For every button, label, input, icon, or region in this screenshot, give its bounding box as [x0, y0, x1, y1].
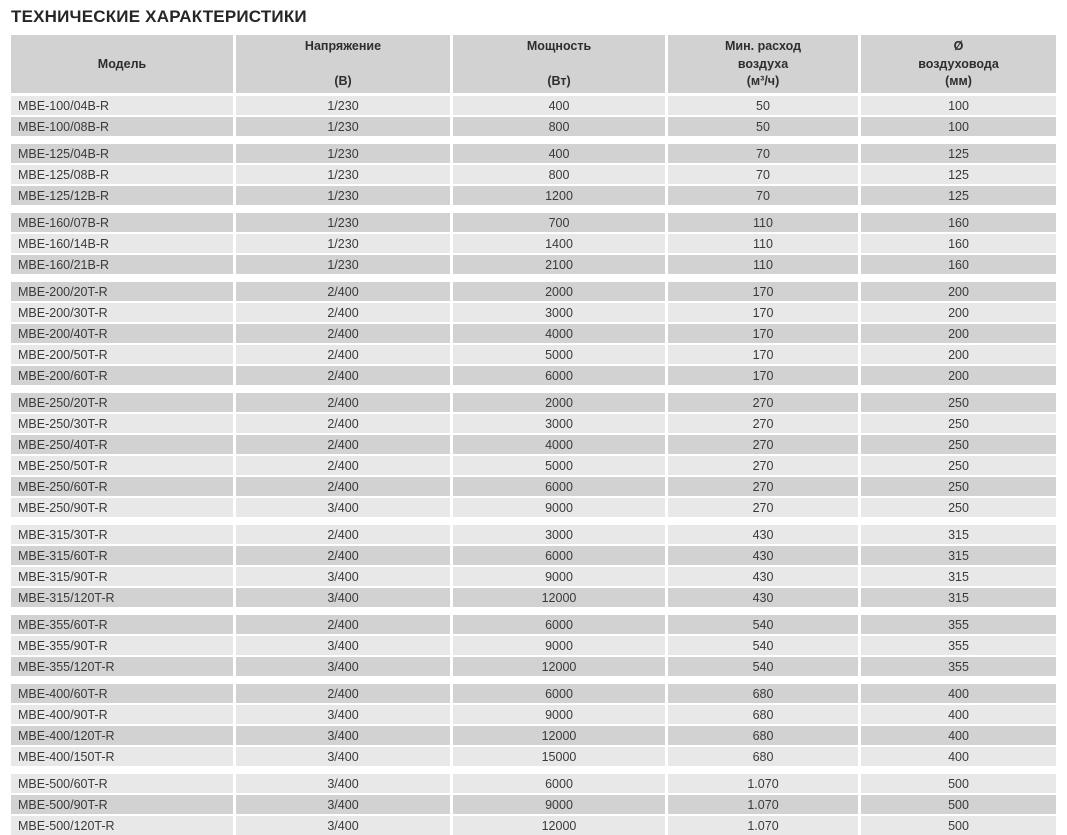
cell-diameter: 400: [861, 684, 1056, 703]
cell-diameter: 315: [861, 546, 1056, 565]
table-row: [11, 393, 1056, 412]
cell-airflow: 1.070: [668, 816, 858, 835]
cell-diameter: 250: [861, 498, 1056, 517]
header-cell-voltage: [236, 35, 450, 93]
cell-model: MBE-355/120T-R: [11, 657, 233, 676]
cell-model: MBE-500/60T-R: [11, 774, 233, 793]
table-row: [11, 255, 1056, 274]
cell-airflow: 70: [668, 165, 858, 184]
spec-table-body: [11, 96, 1056, 835]
cell-airflow: 430: [668, 525, 858, 544]
cell-airflow: 270: [668, 435, 858, 454]
header-cell-airflow: [668, 35, 858, 93]
cell-airflow: 110: [668, 234, 858, 253]
cell-power: 12000: [453, 726, 665, 745]
cell-power: 15000: [453, 747, 665, 766]
cell-power: 6000: [453, 477, 665, 496]
cell-diameter: 500: [861, 795, 1056, 814]
page-title: ТЕХНИЧЕСКИЕ ХАРАКТЕРИСТИКИ: [11, 7, 307, 26]
cell-voltage: 1/230: [236, 255, 450, 274]
cell-airflow: 1.070: [668, 795, 858, 814]
table-row: [11, 546, 1056, 565]
cell-diameter: 400: [861, 747, 1056, 766]
cell-model: MBE-315/90T-R: [11, 567, 233, 586]
cell-power: 4000: [453, 324, 665, 343]
cell-voltage: 3/400: [236, 795, 450, 814]
cell-airflow: 170: [668, 366, 858, 385]
cell-diameter: 200: [861, 324, 1056, 343]
table-row: [11, 345, 1056, 364]
header-label-line: (Вт): [547, 74, 571, 88]
header-label-line: Модель: [97, 56, 147, 71]
header-label-line: Мощность: [526, 39, 592, 53]
cell-voltage: 2/400: [236, 525, 450, 544]
cell-power: 12000: [453, 816, 665, 835]
cell-model: MBE-200/40T-R: [11, 324, 233, 343]
cell-model: MBE-355/90T-R: [11, 636, 233, 655]
cell-voltage: 3/400: [236, 705, 450, 724]
cell-voltage: 2/400: [236, 546, 450, 565]
cell-power: 1400: [453, 234, 665, 253]
table-row: [11, 303, 1056, 322]
table-row: [11, 588, 1056, 607]
cell-diameter: 250: [861, 456, 1056, 475]
cell-voltage: 3/400: [236, 657, 450, 676]
table-row: [11, 117, 1056, 136]
table-row: [11, 456, 1056, 475]
cell-voltage: 3/400: [236, 567, 450, 586]
header-label-line: (мм): [945, 74, 972, 88]
cell-diameter: 250: [861, 393, 1056, 412]
cell-power: 5000: [453, 456, 665, 475]
cell-airflow: 170: [668, 345, 858, 364]
cell-model: MBE-160/07B-R: [11, 213, 233, 232]
cell-airflow: 270: [668, 498, 858, 517]
table-row: [11, 435, 1056, 454]
cell-power: 400: [453, 144, 665, 163]
cell-diameter: 160: [861, 213, 1056, 232]
cell-voltage: 2/400: [236, 303, 450, 322]
cell-model: MBE-125/12B-R: [11, 186, 233, 205]
cell-diameter: 100: [861, 117, 1056, 136]
cell-voltage: 1/230: [236, 117, 450, 136]
cell-airflow: 50: [668, 117, 858, 136]
cell-power: 9000: [453, 567, 665, 586]
cell-power: 9000: [453, 498, 665, 517]
cell-airflow: 170: [668, 303, 858, 322]
cell-model: MBE-250/50T-R: [11, 456, 233, 475]
cell-voltage: 1/230: [236, 144, 450, 163]
cell-power: 6000: [453, 774, 665, 793]
cell-model: MBE-250/20T-R: [11, 393, 233, 412]
cell-model: MBE-500/90T-R: [11, 795, 233, 814]
table-row: [11, 795, 1056, 814]
table-row: [11, 477, 1056, 496]
cell-voltage: 3/400: [236, 747, 450, 766]
cell-voltage: 2/400: [236, 615, 450, 634]
cell-diameter: 400: [861, 705, 1056, 724]
cell-diameter: 355: [861, 657, 1056, 676]
cell-voltage: 2/400: [236, 393, 450, 412]
header-label-line: Напряжение: [304, 39, 382, 53]
cell-model: MBE-100/08B-R: [11, 117, 233, 136]
header-cell-model: [11, 35, 233, 93]
table-row: [11, 525, 1056, 544]
cell-voltage: 1/230: [236, 96, 450, 115]
cell-airflow: 680: [668, 726, 858, 745]
cell-power: 5000: [453, 345, 665, 364]
cell-model: MBE-125/04B-R: [11, 144, 233, 163]
cell-airflow: 110: [668, 255, 858, 274]
cell-airflow: 50: [668, 96, 858, 115]
cell-voltage: 3/400: [236, 774, 450, 793]
table-row: [11, 726, 1056, 745]
cell-voltage: 2/400: [236, 366, 450, 385]
cell-voltage: 2/400: [236, 684, 450, 703]
cell-voltage: 3/400: [236, 498, 450, 517]
cell-voltage: 1/230: [236, 165, 450, 184]
cell-voltage: 2/400: [236, 324, 450, 343]
cell-voltage: 2/400: [236, 456, 450, 475]
cell-diameter: 250: [861, 477, 1056, 496]
cell-power: 700: [453, 213, 665, 232]
cell-diameter: 160: [861, 255, 1056, 274]
cell-model: MBE-250/40T-R: [11, 435, 233, 454]
table-row: [11, 282, 1056, 301]
table-row: [11, 96, 1056, 115]
cell-model: MBE-160/21B-R: [11, 255, 233, 274]
cell-power: 6000: [453, 366, 665, 385]
cell-diameter: 400: [861, 726, 1056, 745]
cell-model: MBE-315/60T-R: [11, 546, 233, 565]
cell-diameter: 315: [861, 525, 1056, 544]
table-row: [11, 636, 1056, 655]
table-row: [11, 567, 1056, 586]
cell-model: MBE-200/20T-R: [11, 282, 233, 301]
cell-diameter: 315: [861, 588, 1056, 607]
cell-model: MBE-400/120T-R: [11, 726, 233, 745]
cell-diameter: 125: [861, 144, 1056, 163]
table-row: [11, 186, 1056, 205]
table-row: [11, 816, 1056, 835]
table-row: [11, 165, 1056, 184]
cell-power: 1200: [453, 186, 665, 205]
table-row: [11, 144, 1056, 163]
header-label-line: воздуховода: [918, 56, 999, 71]
cell-power: 400: [453, 96, 665, 115]
cell-model: MBE-125/08B-R: [11, 165, 233, 184]
cell-model: MBE-100/04B-R: [11, 96, 233, 115]
header-cell-power: [453, 35, 665, 93]
cell-model: MBE-200/50T-R: [11, 345, 233, 364]
cell-airflow: 1.070: [668, 774, 858, 793]
cell-airflow: 270: [668, 393, 858, 412]
cell-voltage: 3/400: [236, 588, 450, 607]
cell-power: 800: [453, 165, 665, 184]
cell-diameter: 200: [861, 366, 1056, 385]
cell-voltage: 1/230: [236, 213, 450, 232]
cell-airflow: 70: [668, 186, 858, 205]
header-label-line: воздуха: [737, 56, 789, 71]
cell-power: 12000: [453, 588, 665, 607]
cell-voltage: 2/400: [236, 282, 450, 301]
cell-diameter: 355: [861, 615, 1056, 634]
header-cell-diameter: [861, 35, 1056, 93]
cell-airflow: 430: [668, 567, 858, 586]
cell-airflow: 430: [668, 546, 858, 565]
table-row: [11, 774, 1056, 793]
cell-model: MBE-315/30T-R: [11, 525, 233, 544]
cell-model: MBE-250/30T-R: [11, 414, 233, 433]
cell-airflow: 680: [668, 705, 858, 724]
table-row: [11, 324, 1056, 343]
cell-power: 2000: [453, 393, 665, 412]
cell-power: 6000: [453, 546, 665, 565]
cell-airflow: 430: [668, 588, 858, 607]
cell-voltage: 3/400: [236, 726, 450, 745]
cell-airflow: 540: [668, 636, 858, 655]
table-row: [11, 498, 1056, 517]
header-label-line: Ø: [953, 39, 964, 53]
cell-power: 3000: [453, 414, 665, 433]
cell-power: 2000: [453, 282, 665, 301]
cell-voltage: 3/400: [236, 636, 450, 655]
cell-airflow: 270: [668, 456, 858, 475]
cell-airflow: 170: [668, 282, 858, 301]
cell-power: 9000: [453, 705, 665, 724]
cell-diameter: 200: [861, 282, 1056, 301]
cell-voltage: 2/400: [236, 414, 450, 433]
cell-airflow: 70: [668, 144, 858, 163]
cell-airflow: 540: [668, 657, 858, 676]
cell-power: 800: [453, 117, 665, 136]
cell-diameter: 315: [861, 567, 1056, 586]
cell-airflow: 170: [668, 324, 858, 343]
table-row: [11, 657, 1056, 676]
cell-voltage: 3/400: [236, 816, 450, 835]
cell-power: 3000: [453, 303, 665, 322]
cell-voltage: 1/230: [236, 234, 450, 253]
cell-airflow: 680: [668, 747, 858, 766]
cell-voltage: 1/230: [236, 186, 450, 205]
cell-diameter: 250: [861, 435, 1056, 454]
header-label-line: (В): [334, 74, 352, 88]
table-row: [11, 747, 1056, 766]
cell-power: 6000: [453, 684, 665, 703]
table-row: [11, 414, 1056, 433]
table-row: [11, 684, 1056, 703]
cell-power: 12000: [453, 657, 665, 676]
cell-model: MBE-200/30T-R: [11, 303, 233, 322]
cell-model: MBE-250/60T-R: [11, 477, 233, 496]
table-row: [11, 615, 1056, 634]
cell-voltage: 2/400: [236, 477, 450, 496]
cell-airflow: 270: [668, 477, 858, 496]
cell-diameter: 500: [861, 816, 1056, 835]
cell-model: MBE-400/60T-R: [11, 684, 233, 703]
spec-table: [11, 35, 1056, 835]
cell-diameter: 500: [861, 774, 1056, 793]
cell-airflow: 110: [668, 213, 858, 232]
table-header-row: [11, 35, 1056, 93]
cell-diameter: 100: [861, 96, 1056, 115]
cell-model: MBE-160/14B-R: [11, 234, 233, 253]
table-row: [11, 366, 1056, 385]
cell-model: MBE-400/150T-R: [11, 747, 233, 766]
cell-voltage: 2/400: [236, 345, 450, 364]
cell-model: MBE-400/90T-R: [11, 705, 233, 724]
cell-airflow: 270: [668, 414, 858, 433]
cell-power: 4000: [453, 435, 665, 454]
cell-diameter: 125: [861, 186, 1056, 205]
cell-power: 3000: [453, 525, 665, 544]
cell-airflow: 680: [668, 684, 858, 703]
table-row: [11, 213, 1056, 232]
cell-diameter: 355: [861, 636, 1056, 655]
cell-model: MBE-250/90T-R: [11, 498, 233, 517]
cell-power: 9000: [453, 795, 665, 814]
cell-power: 9000: [453, 636, 665, 655]
cell-power: 6000: [453, 615, 665, 634]
header-label-line: (м³/ч): [746, 74, 780, 88]
header-label-line: Мин. расход: [724, 39, 801, 53]
cell-airflow: 540: [668, 615, 858, 634]
table-row: [11, 234, 1056, 253]
cell-diameter: 160: [861, 234, 1056, 253]
cell-voltage: 2/400: [236, 435, 450, 454]
cell-model: MBE-500/120T-R: [11, 816, 233, 835]
cell-model: MBE-200/60T-R: [11, 366, 233, 385]
cell-diameter: 250: [861, 414, 1056, 433]
cell-model: MBE-355/60T-R: [11, 615, 233, 634]
cell-power: 2100: [453, 255, 665, 274]
cell-diameter: 125: [861, 165, 1056, 184]
table-row: [11, 705, 1056, 724]
cell-diameter: 200: [861, 345, 1056, 364]
cell-diameter: 200: [861, 303, 1056, 322]
cell-model: MBE-315/120T-R: [11, 588, 233, 607]
